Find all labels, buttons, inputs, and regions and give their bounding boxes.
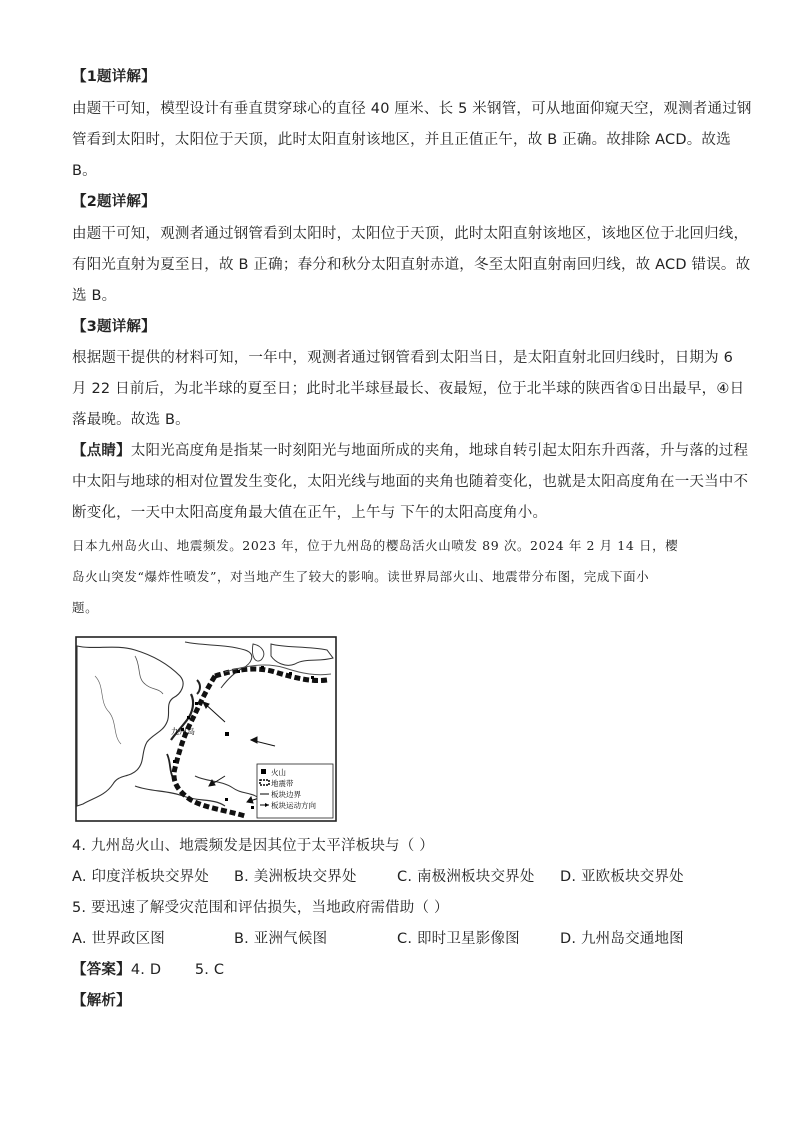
q4-option-b: B. 美洲板块交界处 [234, 869, 357, 885]
q5-option-b: B. 亚洲气候图 [234, 931, 328, 947]
volcano-earthquake-map [75, 636, 337, 822]
q4-options [72, 867, 684, 887]
q2-line-2: 有阳光直射为夏至日，故 B 正确；春分和秋分太阳直射赤道，冬至太阳直射南回归线，故 ACD 错误。故 [72, 257, 751, 273]
intro-line-2: 岛火山突发“爆炸性喷发”，对当地产生了较大的影响。读世界局部火山、地震带分布图，完成下面小 [72, 569, 650, 584]
legend-plate-motion: 板块运动方向 [271, 801, 316, 810]
q3-line-3: 落最晚。故选 B。 [72, 412, 190, 428]
q1-line-3: B。 [72, 163, 97, 179]
analysis-label: 【解析】 [72, 993, 131, 1009]
tip-line-2: 中太阳与地球的相对位置发生变化，太阳光线与地面的夹角也随着变化，也就是太阳高度角在一天当中不 [72, 474, 749, 490]
q2-title: 【2题详解】 [72, 194, 156, 210]
q2-line-3: 选 B。 [72, 288, 117, 304]
tip-line-3: 断变化，一天中太阳高度角最大值在正午，上午与 下午的太阳高度角小。 [72, 505, 548, 521]
q2-line-1: 由题干可知，观测者通过钢管看到太阳时，太阳位于天顶，此时太阳直射该地区，该地区位于北回归线， [72, 226, 749, 242]
q5-options [72, 929, 684, 949]
q1-line-1: 由题干可知，模型设计有垂直贯穿球心的直径 40 厘米、长 5 米钢管，可从地面仰窥天空，观测者通过钢 [72, 101, 752, 117]
q3-line-2: 月 22 日前后，为北半球的夏至日；此时北半球昼最长、夜最短，位于北半球的陕西省①日出最早，④日 [72, 381, 745, 397]
answer-label: 【答案】 [72, 962, 131, 978]
q4-option-c: C. 南极洲板块交界处 [397, 869, 535, 885]
answer-text: 4. D 5. C [130, 962, 225, 978]
answer-line [72, 960, 224, 980]
q5-stem: 5. 要迅速了解受灾范围和评估损失，当地政府需借助（ ） [72, 900, 449, 916]
intro-line-3: 题。 [72, 600, 99, 615]
q4-stem: 4. 九州岛火山、地震频发是因其位于太平洋板块与（ ） [72, 838, 434, 854]
q3-line-1: 根据题干提供的材料可知，一年中，观测者通过钢管看到太阳当日，是太阳直射北回归线时，日期为 6 [72, 350, 734, 366]
intro-line-1: 日本九州岛火山、地震频发。2023 年，位于九州岛的樱岛活火山喷发 89 次。2024 年 2 月 14 日，樱 [72, 538, 679, 553]
q4-option-a: A. 印度洋板块交界处 [72, 869, 210, 885]
q1-title: 【1题详解】 [72, 69, 156, 85]
q4-option-d: D. 亚欧板块交界处 [560, 869, 684, 885]
q5-option-d: D. 九州岛交通地图 [560, 931, 684, 947]
legend-seismic-belt: 地震带 [271, 779, 294, 788]
q1-line-2: 管看到太阳时，太阳位于天顶，此时太阳直射该地区，并且正值正午，故 B 正确。故排除 ACD。故选 [72, 132, 731, 148]
map-island-label: 九州岛 [171, 727, 195, 736]
q5-option-a: A. 世界政区图 [72, 931, 165, 947]
q5-option-c: C. 即时卫星影像图 [397, 931, 520, 947]
q3-title: 【3题详解】 [72, 319, 156, 335]
tip-title: 【点睛】 [72, 443, 131, 459]
legend-plate-boundary: 板块边界 [271, 790, 301, 799]
tip-line-1: 【点睛】太阳光高度角是指某一时刻阳光与地面所成的夹角，地球自转引起太阳东升西落，升与落的过程 [72, 443, 749, 459]
legend-volcano: 火山 [271, 768, 286, 777]
